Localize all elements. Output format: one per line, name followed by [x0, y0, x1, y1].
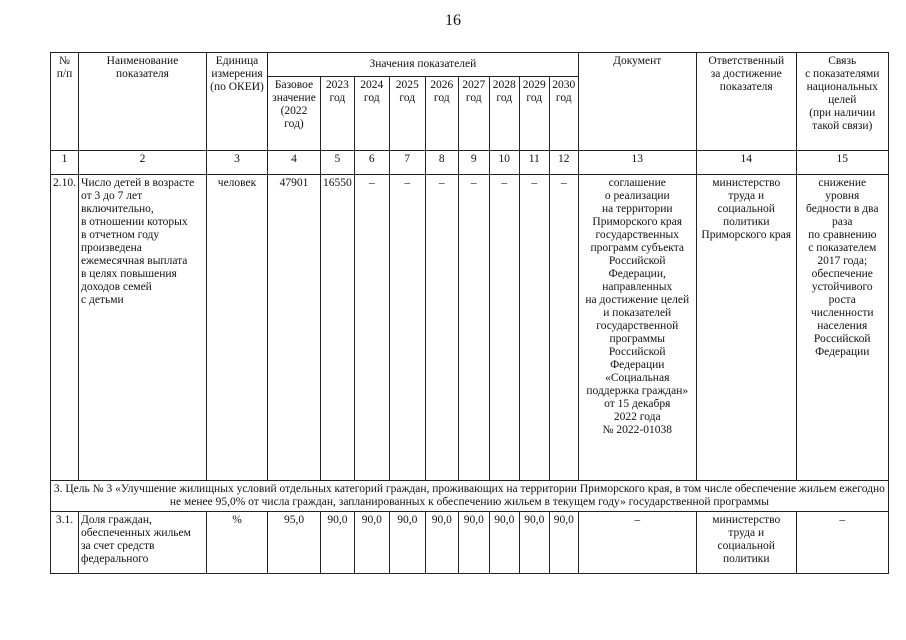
- unit: человек: [207, 175, 268, 481]
- indicator-name: Число детей в возрасте от 3 до 7 лет включительно, в отношении которых в отчетном году произведена ежемесячная выплата в целях повышения доходов семей с детьми: [79, 175, 207, 481]
- value-2025: –: [389, 175, 425, 481]
- row-num: 2.10.: [51, 175, 79, 481]
- header-year: 2029 год: [519, 77, 549, 151]
- value-2030: –: [549, 175, 578, 481]
- goal-text: 3. Цель № 3 «Улучшение жилищных условий отдельных категорий граждан, проживающих на территории Приморского края, в том числе обеспечение жильем ежегодно не менее 95,0% от числа граждан, запланированных к обеспечению жильем в текущем году» государственной программы: [51, 481, 889, 512]
- value-2026: 90,0: [425, 512, 458, 574]
- column-number: 12: [549, 151, 578, 175]
- value-2023: 16550: [321, 175, 355, 481]
- column-number: 5: [321, 151, 355, 175]
- column-number: 6: [354, 151, 389, 175]
- value-2029: 90,0: [519, 512, 549, 574]
- header-values-group: Значения показателей: [268, 53, 579, 77]
- column-number: 15: [796, 151, 888, 175]
- column-number: 10: [489, 151, 519, 175]
- national-goal-link: –: [796, 512, 888, 574]
- header-document: Документ: [578, 53, 696, 151]
- indicators-table: [50, 52, 889, 574]
- column-number: 1: [51, 151, 79, 175]
- document: –: [578, 512, 696, 574]
- base-value: 95,0: [268, 512, 321, 574]
- header-num: № п/п: [51, 53, 79, 151]
- value-2028: –: [489, 175, 519, 481]
- header-year: 2026 год: [425, 77, 458, 151]
- column-number: 9: [458, 151, 489, 175]
- header-year: 2025 год: [389, 77, 425, 151]
- indicator-name: Доля граждан, обеспеченных жильем за счет средств федерального: [79, 512, 207, 574]
- national-goal-link: снижение уровня бедности в два раза по сравнению с показателем 2017 года; обеспечение устойчивого роста численности населения Российской Федерации: [796, 175, 888, 481]
- header-responsible: Ответственный за достижение показателя: [696, 53, 796, 151]
- value-2026: –: [425, 175, 458, 481]
- row-num: 3.1.: [51, 512, 79, 574]
- header-year: 2027 год: [458, 77, 489, 151]
- unit: %: [207, 512, 268, 574]
- value-2029: –: [519, 175, 549, 481]
- column-number: 3: [207, 151, 268, 175]
- page-number: 16: [445, 12, 461, 29]
- column-number: 11: [519, 151, 549, 175]
- header-year: 2023 год: [321, 77, 355, 151]
- header-year: 2024 год: [354, 77, 389, 151]
- value-2024: 90,0: [354, 512, 389, 574]
- column-number: 2: [79, 151, 207, 175]
- responsible: министерство труда и социальной политики: [696, 512, 796, 574]
- goal-row: [51, 481, 889, 512]
- header-name: Наименование показателя: [79, 53, 207, 151]
- value-2027: 90,0: [458, 512, 489, 574]
- value-2027: –: [458, 175, 489, 481]
- value-2023: 90,0: [321, 512, 355, 574]
- table-row: [51, 512, 889, 574]
- table-row: [51, 175, 889, 481]
- document: соглашение о реализации на территории Приморского края государственных программ субъекта Российской Федерации, направленных на достижение целей и показателей государственной программы Российской Федерации «Социальная поддержка граждан» от 15 декабря 2022 года № 2022-01038: [578, 175, 696, 481]
- column-numbers-row: [51, 151, 889, 175]
- header-year: 2030 год: [549, 77, 578, 151]
- column-number: 4: [268, 151, 321, 175]
- header-unit: Единица измерения (по ОКЕИ): [207, 53, 268, 151]
- column-number: 14: [696, 151, 796, 175]
- base-value: 47901: [268, 175, 321, 481]
- value-2025: 90,0: [389, 512, 425, 574]
- column-number: 8: [425, 151, 458, 175]
- responsible: министерство труда и социальной политики Приморского края: [696, 175, 796, 481]
- header-base: Базовое значение (2022 год): [268, 77, 321, 151]
- header-year: 2028 год: [489, 77, 519, 151]
- column-number: 7: [389, 151, 425, 175]
- value-2024: –: [354, 175, 389, 481]
- value-2028: 90,0: [489, 512, 519, 574]
- header-link: Связь с показателями национальных целей (при наличии такой связи): [796, 53, 888, 151]
- value-2030: 90,0: [549, 512, 578, 574]
- column-number: 13: [578, 151, 696, 175]
